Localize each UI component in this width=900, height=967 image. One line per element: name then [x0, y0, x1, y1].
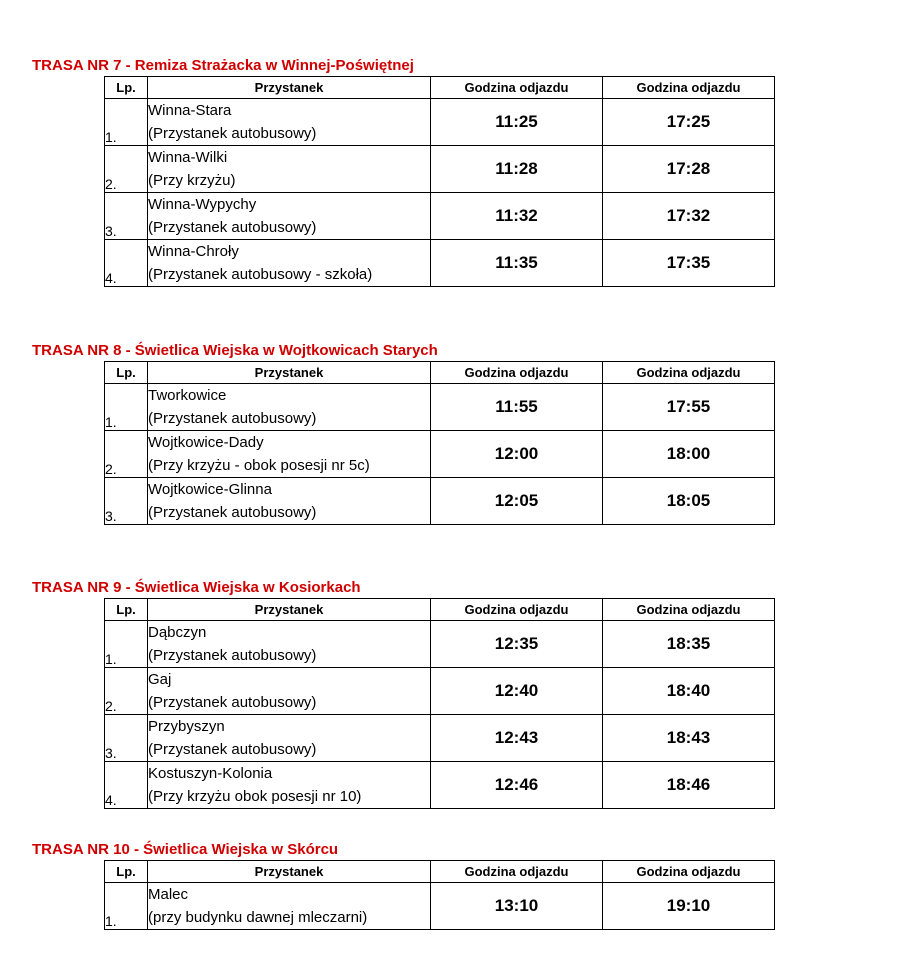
stop-cell — [148, 431, 431, 478]
table-row — [105, 762, 775, 809]
header-departure-1: Godzina odjazdu — [431, 861, 603, 883]
schedule-table — [104, 361, 775, 525]
schedule-table — [104, 598, 775, 809]
stop-name: Winna-Wypychy — [148, 196, 257, 213]
departure-time-2: 18:00 — [603, 431, 775, 478]
table-row — [105, 384, 775, 431]
schedule-table — [104, 860, 775, 930]
stop-description: (Przystanek autobusowy) — [148, 504, 317, 521]
departure-time-2: 17:32 — [603, 193, 775, 240]
stop-name: Winna-Stara — [148, 102, 232, 119]
stop-description: (Przystanek autobusowy) — [148, 410, 317, 427]
row-number: 1. — [105, 621, 148, 668]
header-departure-1: Godzina odjazdu — [431, 599, 603, 621]
departure-time-1: 12:00 — [431, 431, 603, 478]
stop-name: Malec — [148, 886, 189, 903]
row-number: 1. — [105, 384, 148, 431]
row-number: 2. — [105, 668, 148, 715]
header-lp: Lp. — [105, 362, 148, 384]
stop-cell — [148, 762, 431, 809]
stop-description: (Przystanek autobusowy) — [148, 219, 317, 236]
table-row — [105, 668, 775, 715]
departure-time-1: 11:25 — [431, 99, 603, 146]
departure-time-2: 18:05 — [603, 478, 775, 525]
table-header-row — [105, 77, 775, 99]
departure-time-2: 17:55 — [603, 384, 775, 431]
departure-time-1: 11:55 — [431, 384, 603, 431]
stop-description: (przy budynku dawnej mleczarni) — [148, 909, 368, 926]
table-row — [105, 193, 775, 240]
stop-description: (Przystanek autobusowy) — [148, 125, 317, 142]
stop-cell — [148, 621, 431, 668]
table-header-row — [105, 362, 775, 384]
row-number: 4. — [105, 762, 148, 809]
header-lp: Lp. — [105, 861, 148, 883]
route-section-4 — [32, 841, 775, 930]
departure-time-2: 18:46 — [603, 762, 775, 809]
table-row — [105, 99, 775, 146]
stop-name: Tworkowice — [148, 387, 227, 404]
stop-name: Kostuszyn-Kolonia — [148, 765, 273, 782]
stop-description: (Przystanek autobusowy) — [148, 694, 317, 711]
route-title: TRASA NR 7 - Remiza Strażacka w Winnej-Poświętnej — [32, 57, 414, 74]
departure-time-1: 11:32 — [431, 193, 603, 240]
stop-description: (Przy krzyżu obok posesji nr 10) — [148, 788, 362, 805]
header-stop: Przystanek — [148, 599, 431, 621]
header-departure-1: Godzina odjazdu — [431, 362, 603, 384]
departure-time-1: 13:10 — [431, 883, 603, 930]
stop-name: Dąbczyn — [148, 624, 207, 641]
stop-cell — [148, 715, 431, 762]
departure-time-2: 18:40 — [603, 668, 775, 715]
table-row — [105, 146, 775, 193]
departure-time-1: 12:35 — [431, 621, 603, 668]
stop-name: Wojtkowice-Dady — [148, 434, 264, 451]
header-departure-2: Godzina odjazdu — [603, 861, 775, 883]
header-lp: Lp. — [105, 599, 148, 621]
header-lp: Lp. — [105, 77, 148, 99]
stop-cell — [148, 193, 431, 240]
stop-cell — [148, 883, 431, 930]
departure-time-2: 19:10 — [603, 883, 775, 930]
stop-cell — [148, 478, 431, 525]
header-departure-1: Godzina odjazdu — [431, 77, 603, 99]
departure-time-2: 17:28 — [603, 146, 775, 193]
row-number: 4. — [105, 240, 148, 287]
route-title: TRASA NR 9 - Świetlica Wiejska w Kosiorkach — [32, 579, 361, 596]
table-row — [105, 478, 775, 525]
stop-name: Winna-Chroły — [148, 243, 239, 260]
departure-time-1: 11:28 — [431, 146, 603, 193]
row-number: 3. — [105, 715, 148, 762]
route-section-2 — [32, 342, 775, 525]
stop-cell — [148, 240, 431, 287]
table-row — [105, 883, 775, 930]
route-section-1 — [32, 57, 775, 287]
row-number: 3. — [105, 193, 148, 240]
route-title: TRASA NR 10 - Świetlica Wiejska w Skórcu — [32, 841, 339, 858]
route-title: TRASA NR 8 - Świetlica Wiejska w Wojtkowicach Starych — [32, 342, 438, 359]
departure-time-1: 12:46 — [431, 762, 603, 809]
departure-time-2: 17:25 — [603, 99, 775, 146]
stop-description: (Przystanek autobusowy) — [148, 647, 317, 664]
stop-name: Winna-Wilki — [148, 149, 228, 166]
row-number: 1. — [105, 883, 148, 930]
row-number: 2. — [105, 146, 148, 193]
departure-time-1: 12:40 — [431, 668, 603, 715]
route-section-3 — [32, 579, 775, 809]
header-departure-2: Godzina odjazdu — [603, 77, 775, 99]
table-row — [105, 431, 775, 478]
departure-time-1: 12:05 — [431, 478, 603, 525]
departure-time-2: 17:35 — [603, 240, 775, 287]
stop-description: (Przystanek autobusowy) — [148, 741, 317, 758]
table-row — [105, 715, 775, 762]
stop-description: (Przy krzyżu - obok posesji nr 5c) — [148, 457, 370, 474]
stop-cell — [148, 384, 431, 431]
header-departure-2: Godzina odjazdu — [603, 599, 775, 621]
departure-time-1: 12:43 — [431, 715, 603, 762]
departure-time-2: 18:35 — [603, 621, 775, 668]
row-number: 1. — [105, 99, 148, 146]
stop-description: (Przystanek autobusowy - szkoła) — [148, 266, 373, 283]
stop-name: Gaj — [148, 671, 172, 688]
departure-time-1: 11:35 — [431, 240, 603, 287]
table-header-row — [105, 861, 775, 883]
row-number: 2. — [105, 431, 148, 478]
stop-name: Przybyszyn — [148, 718, 225, 735]
header-stop: Przystanek — [148, 77, 431, 99]
departure-time-2: 18:43 — [603, 715, 775, 762]
stop-description: (Przy krzyżu) — [148, 172, 236, 189]
schedule-table — [104, 76, 775, 287]
table-row — [105, 240, 775, 287]
header-departure-2: Godzina odjazdu — [603, 362, 775, 384]
stop-cell — [148, 146, 431, 193]
header-stop: Przystanek — [148, 861, 431, 883]
table-header-row — [105, 599, 775, 621]
stop-name: Wojtkowice-Glinna — [148, 481, 272, 498]
table-row — [105, 621, 775, 668]
row-number: 3. — [105, 478, 148, 525]
stop-cell — [148, 99, 431, 146]
stop-cell — [148, 668, 431, 715]
header-stop: Przystanek — [148, 362, 431, 384]
